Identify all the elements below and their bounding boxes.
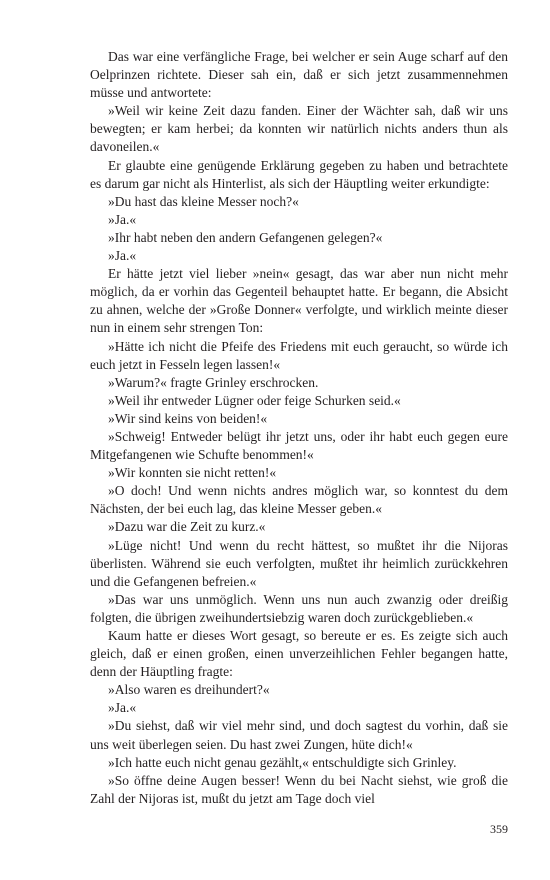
paragraph: »Weil ihr entweder Lügner oder feige Schurken seid.« <box>108 392 401 408</box>
paragraph: »Wir sind keins von beiden!« <box>108 410 268 426</box>
paragraph: Kaum hatte er dieses Wort gesagt, so bereute er es. Es zeigte sich auch gleich, daß er einen großen, einen unverzeihlichen Fehler begangen hatte, denn der Häuptling fragte: <box>90 628 508 680</box>
paragraph: »Also waren es dreihundert?« <box>108 682 270 698</box>
page-number: 359 <box>490 822 508 836</box>
paragraph: »Ja.« <box>108 211 137 227</box>
paragraph: »Dazu war die Zeit zu kurz.« <box>108 519 266 535</box>
paragraph: »Ich hatte euch nicht genau gezählt,« entschuldigte sich Grinley. <box>108 754 457 770</box>
paragraph: »So öffne deine Augen besser! Wenn du bei Nacht siehst, wie groß die Zahl der Nijoras ist, mußt du jetzt am Tage doch viel <box>90 772 508 806</box>
paragraph: »Hätte ich nicht die Pfeife des Friedens mit euch geraucht, so würde ich euch jetzt in Fesseln legen lassen!« <box>90 338 508 372</box>
paragraph: Er glaubte eine genügende Erklärung gegeben zu haben und betrachtete es darum gar nicht als Hinterlist, als sich der Häuptling weiter erkundigte: <box>90 157 508 191</box>
paragraph: »Weil wir keine Zeit dazu fanden. Einer der Wächter sah, daß wir uns bewegten; er kam herbei; da konnten wir natürlich nichts anders thun als davoneilen.« <box>90 103 508 155</box>
paragraph: »Das war uns unmöglich. Wenn uns nun auch zwanzig oder dreißig folgten, die übrigen zweihundertsiebzig waren doch zurückgeblieben.« <box>90 591 508 625</box>
paragraph: »Du siehst, daß wir viel mehr sind, und doch sagtest du vorhin, daß sie uns weit überlegen seien. Du hast zwei Zungen, hüte dich!« <box>90 718 508 752</box>
paragraph: »Ja.« <box>108 248 137 264</box>
paragraph: Er hätte jetzt viel lieber »nein« gesagt, das war aber nun nicht mehr möglich, da er vorhin das Gegenteil behauptet hatte. Er begann, die Absicht zu ahnen, welche der »Große Donner« verfolgte, und wirklich meinte dieser nun in einem sehr strengen Ton: <box>90 266 508 336</box>
paragraph: »Wir konnten sie nicht retten!« <box>108 465 277 481</box>
paragraph: »Du hast das kleine Messer noch?« <box>108 193 299 209</box>
paragraph: »Schweig! Entweder belügt ihr jetzt uns, oder ihr habt euch gegen eure Mitgefangenen wie Schufte benommen!« <box>90 428 508 463</box>
paragraph: »O doch! Und wenn nichts andres möglich war, so konntest du dem Nächsten, der bei euch lag, das kleine Messer geben.« <box>90 483 508 517</box>
paragraph: »Warum?« fragte Grinley erschrocken. <box>108 374 319 390</box>
paragraph: »Ja.« <box>108 700 137 716</box>
paragraph: Das war eine verfängliche Frage, bei welcher er sein Auge scharf auf den Oelprinzen richtete. Dieser sah ein, daß er sich jetzt zusammennehmen müsse und antwortete: <box>90 49 508 101</box>
paragraph: »Ihr habt neben den andern Gefangenen gelegen?« <box>108 229 383 245</box>
paragraph: »Lüge nicht! Und wenn du recht hättest, so mußtet ihr die Nijoras überlisten. Während sie euch verfolgten, mußtet ihr heimlich zurückkehren und die Gefangenen befreien.« <box>90 537 508 589</box>
book-page-text <box>90 48 508 808</box>
